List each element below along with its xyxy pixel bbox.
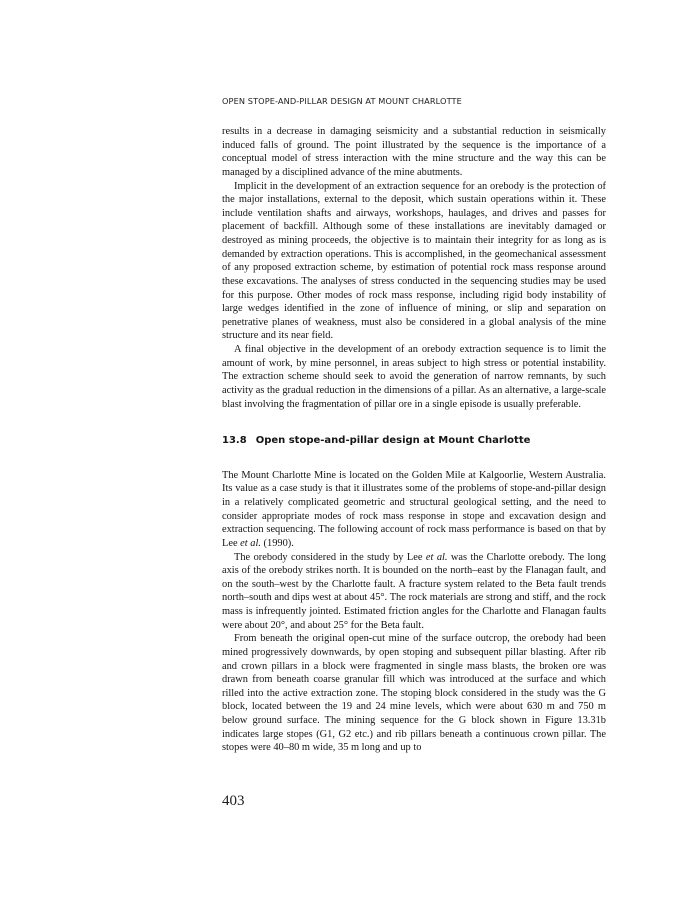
text-run: was the Charlotte orebody. The long axis of the orebody strikes north. It is bounded on the north–east by the Flanagan fault, and on the south–west by the Charlotte fault. A fracture system related to the Beta fault trends north–south and dips west at about 45°. The rock materials are strong and stiff, and the rock mass is infrequently jointed. Estimated friction angles for the Charlotte and Flanagan faults were about 20°, and about 25° for the Beta fault. bbox=[222, 551, 606, 631]
paragraph: Implicit in the development of an extraction sequence for an orebody is the protection of the major installations, external to the deposit, which sustain operations within it. These include ventilation shafts and airways, workshops, haulages, and drives and passes for placement of backfill. Although some of these installations are inevitably damaged or destroyed as mining proceeds, the objective is to maintain their integrity for as long as is demanded by extraction operations. This is accomplished, in the geomechanical assessment of any proposed extraction scheme, by estimation of potential rock mass response around these excavations. The analyses of stress conducted in the sequencing studies may be used for this purpose. Other modes of rock mass response, including rigid body instability of large wedges identified in the zone of influence of mining, or slip and separation on penetrative planes of weakness, must also be considered in a global analysis of the mine structure and its near field. bbox=[222, 180, 606, 342]
italic-text: et al. bbox=[240, 537, 261, 549]
text-run: (1990). bbox=[260, 537, 294, 549]
page-number: 403 bbox=[222, 793, 245, 809]
section-heading bbox=[222, 434, 606, 448]
paragraph bbox=[222, 632, 606, 755]
paragraphs-before-section bbox=[222, 125, 606, 411]
paragraph: A final objective in the development of an orebody extraction sequence is to limit the amount of work, by mine personnel, in areas subject to high stress or potential instability. The extraction scheme should seek to avoid the generation of narrow remnants, by such activity as the gradual reduction in the dimensions of a pillar. As an alternative, a large-scale blast involving the fragmentation of pillar ore in a single episode is usually preferable. bbox=[222, 344, 606, 410]
section-number: 13.8 bbox=[222, 435, 247, 447]
paragraphs-after-section bbox=[222, 469, 606, 755]
running-head: OPEN STOPE-AND-PILLAR DESIGN AT MOUNT CHARLOTTE bbox=[222, 96, 462, 106]
text-run: The orebody considered in the study by Lee bbox=[234, 551, 426, 563]
section-title: Open stope-and-pillar design at Mount Charlotte bbox=[255, 435, 531, 447]
text-run: From beneath the original open-cut mine of the surface outcrop, the orebody had been mined progressively downwards, by open stoping and subsequent pillar blasting. After rib and crown pillars in a block were fragmented in single mass blasts, the broken ore was drawn from beneath coarse granular fill which was introduced at the surface and which rilled into the active extraction zone. The stoping block considered in the study was the G block, located between the 19 and 24 mine levels, which were about 630 m and 750 m below ground surface. The mining sequence for the G block shown in Figure 13.31b indicates large stopes (G1, G2 etc.) and rib pillars beneath a continuous crown pillar. The stopes were 40–80 m wide, 35 m long and up to bbox=[222, 633, 606, 754]
body-text bbox=[222, 125, 606, 755]
paragraph bbox=[222, 469, 606, 551]
paragraph bbox=[222, 551, 606, 633]
paragraph: results in a decrease in damaging seismicity and a substantial reduction in seismically induced falls of ground. The point illustrated by the sequence is the importance of a conceptual model of stress interaction with the mine structure and the way this can be managed by a disciplined advance of the mine abutments. bbox=[222, 126, 606, 178]
text-run: The Mount Charlotte Mine is located on the Golden Mile at Kalgoorlie, Western Australia. Its value as a case study is that it illustrates some of the problems of stope-and-pillar design in a relatively complicated geometric and structural geological setting, and the need to consider appropriate modes of rock mass response in stope and excavation design and extraction sequencing. The following account of rock mass performance is based on that by Lee bbox=[222, 469, 606, 549]
italic-text: et al. bbox=[425, 551, 448, 563]
